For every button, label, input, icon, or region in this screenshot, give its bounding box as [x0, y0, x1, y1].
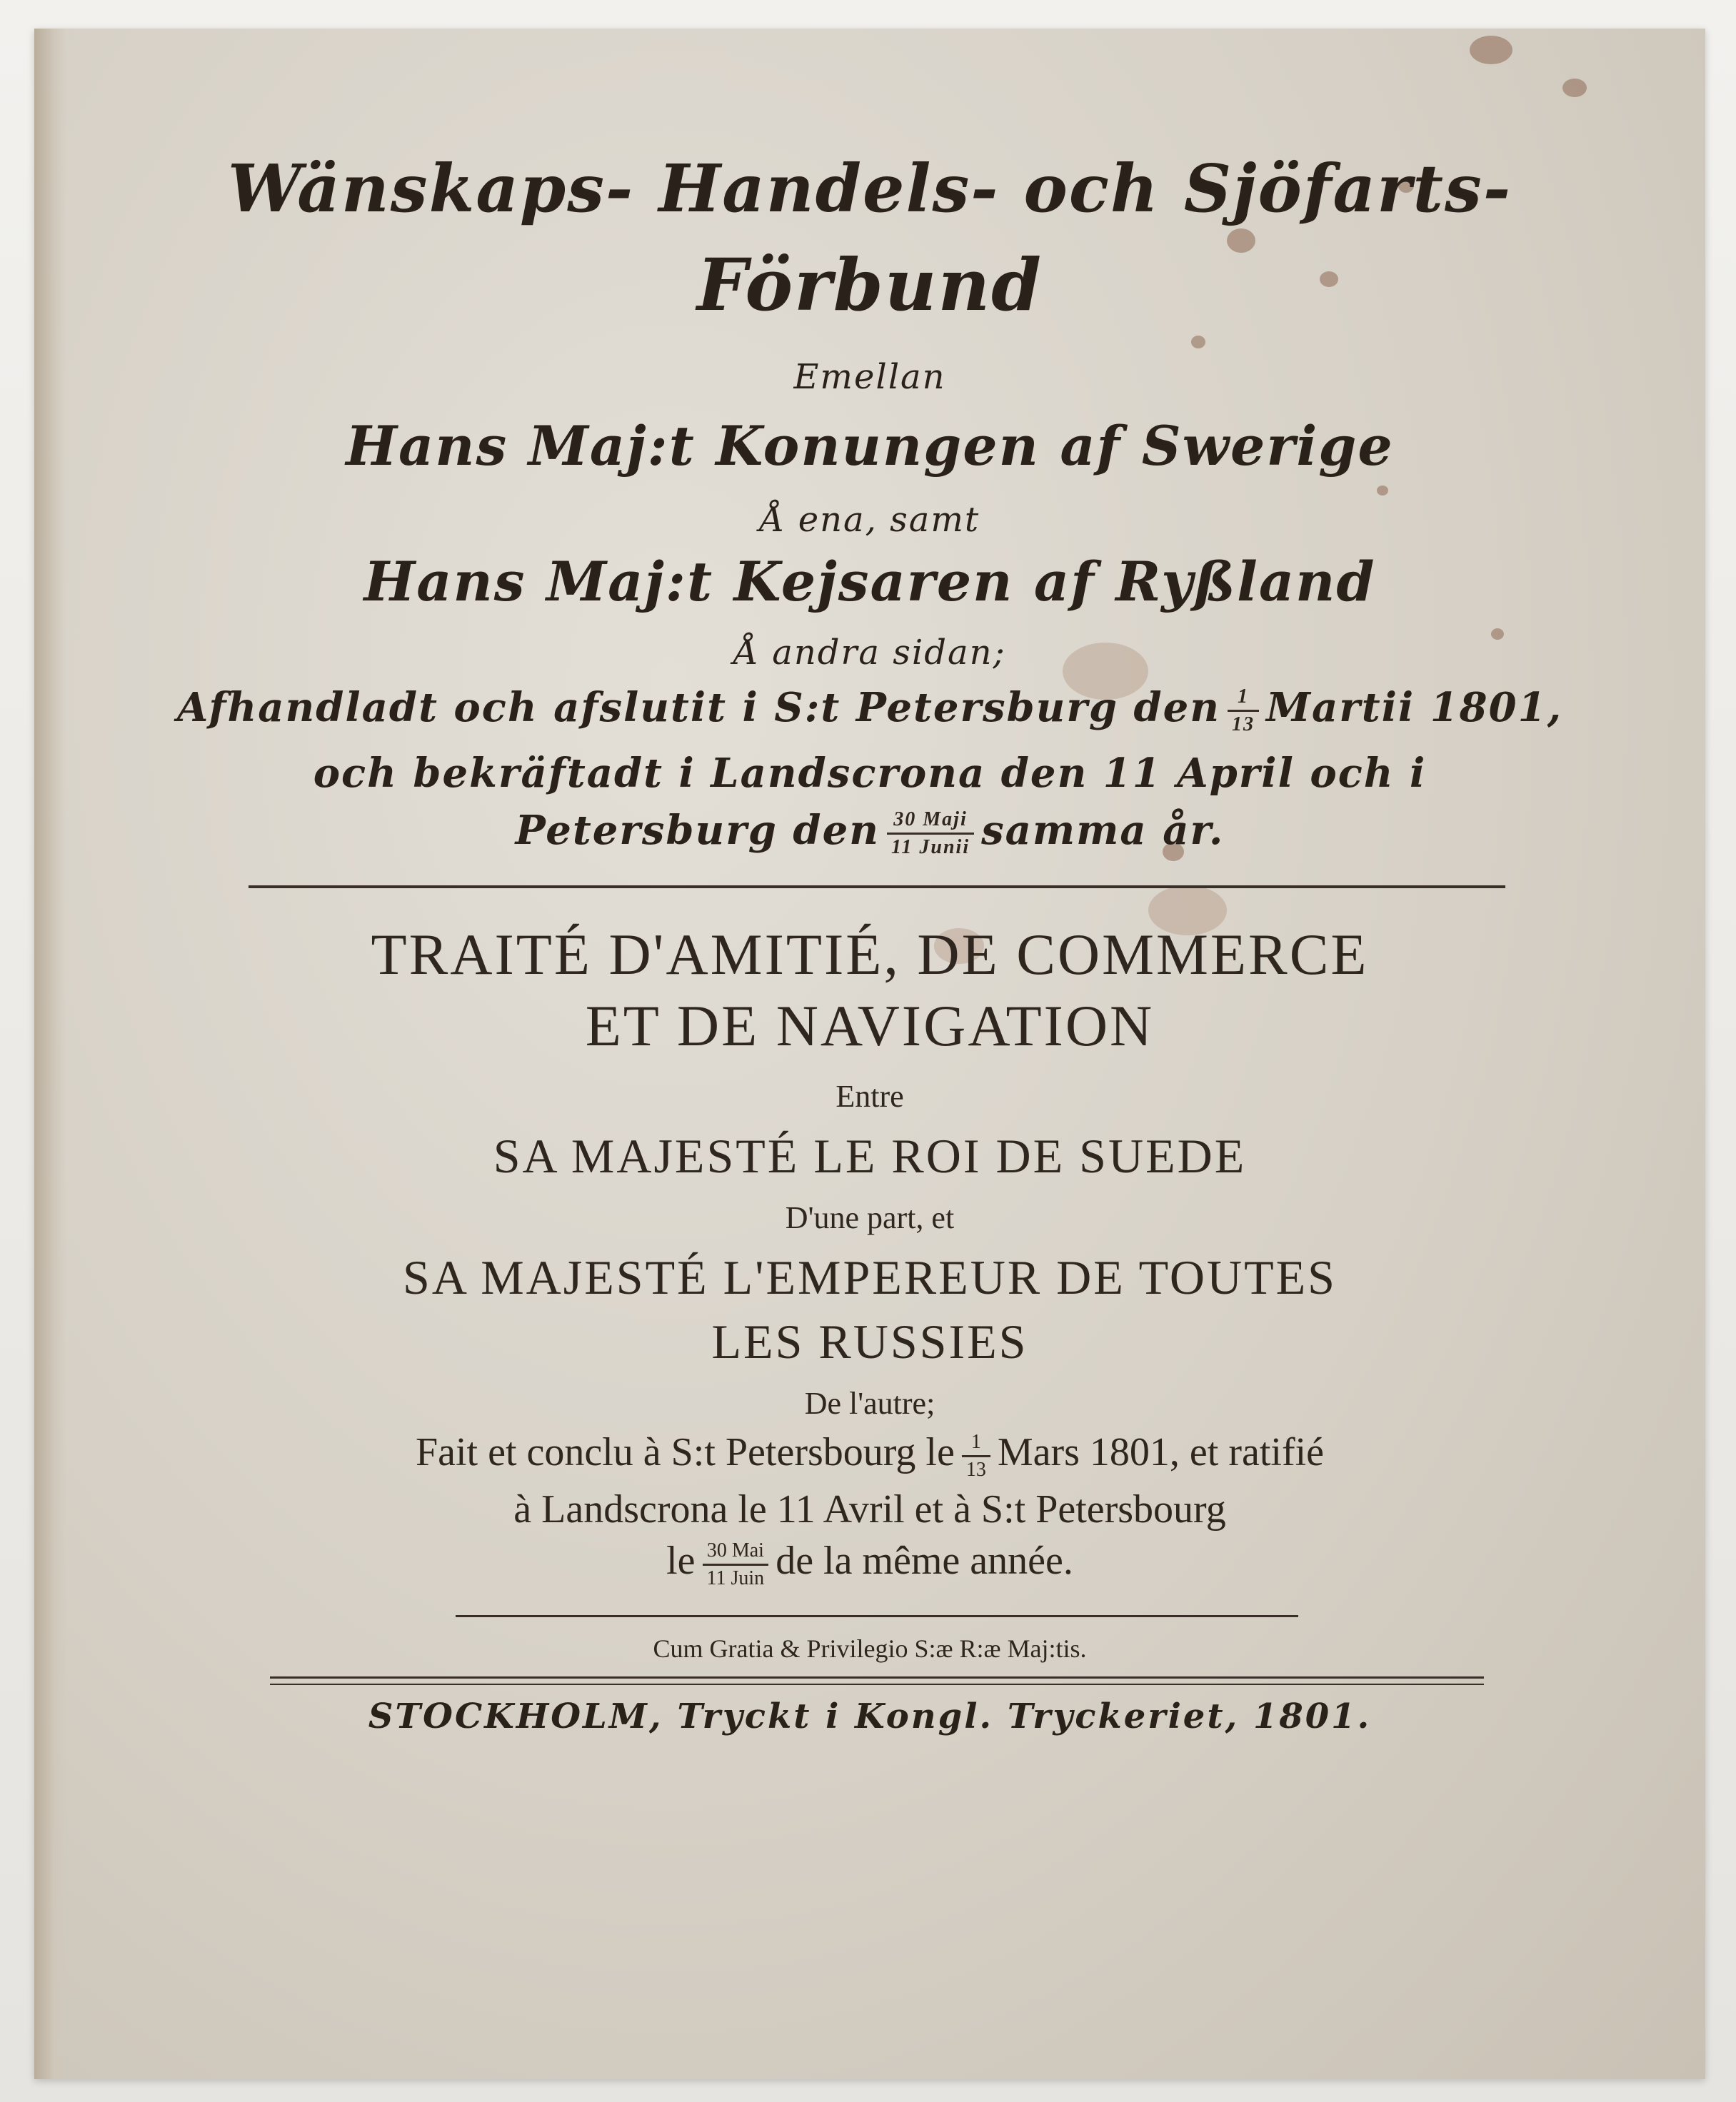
- swedish-between: Emellan: [793, 357, 946, 397]
- document-page: [34, 29, 1705, 2079]
- french-between: Entre: [836, 1079, 904, 1114]
- fraction-denominator: 11 Junii: [890, 835, 970, 858]
- date-fraction: [887, 810, 974, 858]
- fraction-numerator: 1: [1228, 687, 1259, 712]
- swedish-party-1: Hans Maj:t Konungen af Swerige: [346, 414, 1394, 478]
- swedish-concluded-line-3: [34, 807, 1705, 858]
- french-title-line-2: ET DE NAVIGATION: [585, 993, 1155, 1058]
- section-divider: [249, 885, 1505, 888]
- swedish-concluded-text: Afhandladt och afslutit i S:t Petersburg den: [176, 684, 1221, 731]
- fraction-denominator: 13: [965, 1458, 986, 1481]
- swedish-concluded-line-1: [34, 684, 1705, 735]
- swedish-one-side: Å ena, samt: [759, 500, 980, 540]
- fraction-denominator: 13: [1232, 713, 1255, 735]
- date-fraction: [1228, 687, 1259, 735]
- swedish-concluded-text: samma år.: [981, 807, 1225, 854]
- date-fraction: [962, 1432, 990, 1480]
- fraction-numerator: 30 Maji: [887, 810, 974, 835]
- foxing-stain: [1470, 36, 1512, 64]
- french-concluded-line-3: [34, 1538, 1705, 1589]
- swedish-title-line-2: Förbund: [696, 243, 1043, 327]
- swedish-concluded-text: Petersburg den: [515, 807, 880, 854]
- french-concluded-text: Mars 1801, et ratifié: [997, 1430, 1324, 1474]
- french-concluded-text: de la même année.: [776, 1539, 1073, 1583]
- french-concluded-line-2: à Landscrona le 11 Avril et à S:t Petersbourg: [513, 1487, 1226, 1532]
- swedish-title-line-1: Wänskaps- Handels- och Sjöfarts-: [227, 150, 1512, 227]
- swedish-other-side: Å andra sidan;: [733, 633, 1006, 673]
- french-concluded-line-1: [34, 1429, 1705, 1480]
- swedish-concluded-text: Martii 1801,: [1266, 684, 1563, 731]
- french-party-2-line-2: LES RUSSIES: [711, 1314, 1028, 1369]
- foxing-stain: [1377, 486, 1388, 496]
- privilege-rule-top: [456, 1615, 1298, 1617]
- foxing-stain: [1191, 336, 1205, 348]
- date-fraction: [703, 1541, 769, 1589]
- french-one-part: D'une part, et: [785, 1200, 955, 1235]
- imprint-rule-top: [270, 1676, 1484, 1679]
- swedish-party-2: Hans Maj:t Kejsaren af Ryßland: [363, 550, 1376, 613]
- french-concluded-text: le: [666, 1539, 696, 1583]
- fraction-numerator: 30 Mai: [703, 1541, 769, 1566]
- swedish-concluded-line-2: och bekräftadt i Landscrona den 11 April och i: [313, 750, 1427, 797]
- imprint-line: STOCKHOLM, Tryckt i Kongl. Tryckeriet, 1801.: [368, 1696, 1372, 1736]
- french-other-part: De l'autre;: [804, 1386, 935, 1421]
- privilege-line: Cum Gratia & Privilegio S:æ R:æ Maj:tis.: [653, 1634, 1087, 1663]
- french-party-1: SA MAJESTÉ LE ROI DE SUEDE: [493, 1129, 1247, 1183]
- fraction-denominator: 11 Juin: [706, 1567, 765, 1589]
- fraction-numerator: 1: [962, 1432, 990, 1457]
- french-title-line-1: TRAITÉ D'AMITIÉ, DE COMMERCE: [371, 922, 1369, 987]
- foxing-stain: [1562, 79, 1587, 97]
- french-party-2-line-1: SA MAJESTÉ L'EMPEREUR DE TOUTES: [403, 1250, 1337, 1304]
- imprint-rule-inner: [270, 1684, 1484, 1685]
- french-concluded-text: Fait et conclu à S:t Petersbourg le: [415, 1430, 955, 1474]
